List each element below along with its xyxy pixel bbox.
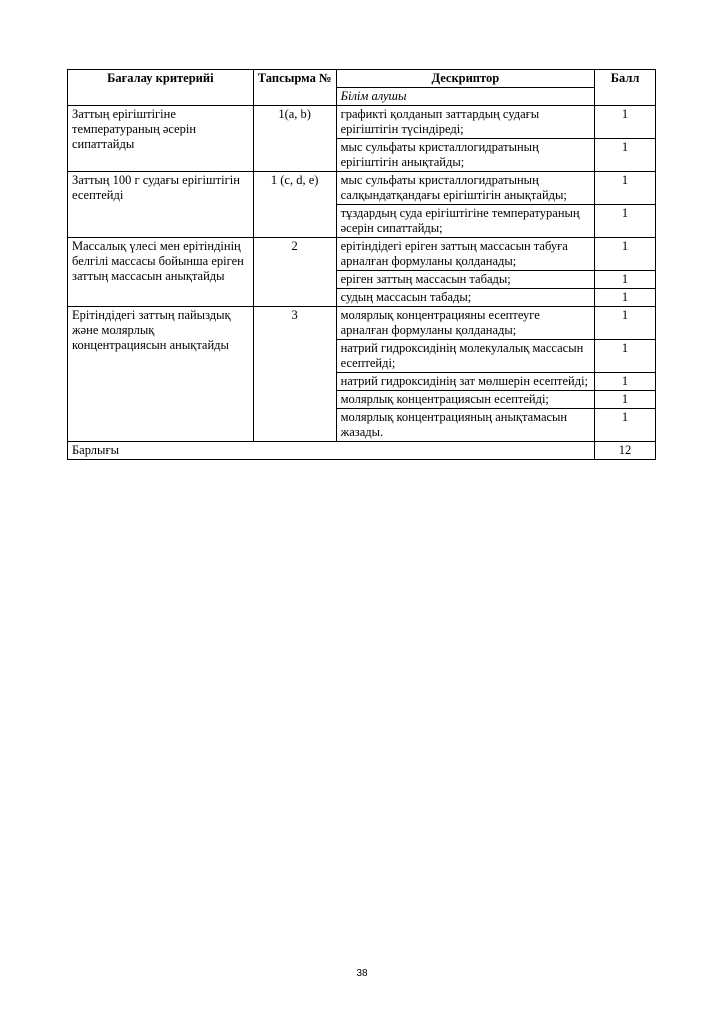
points-cell: 1 (595, 307, 656, 340)
table-row (68, 238, 656, 271)
descriptor-cell: мыс сульфаты кристаллогидратының салқындатқандағы ерігіштігін анықтайды; (336, 172, 594, 205)
total-points: 12 (595, 442, 656, 460)
descriptor-cell: тұздардың суда ерігіштігіне температураның әсерін сипаттайды; (336, 205, 594, 238)
points-cell: 1 (595, 391, 656, 409)
criterion-cell: Заттың ерігіштігіне температураның әсерін сипаттайды (68, 106, 254, 172)
points-cell: 1 (595, 172, 656, 205)
header-task: Тапсырма № (253, 70, 336, 106)
descriptor-cell: ерітіндідегі еріген заттың массасын табуға арналған формуланы қолданады; (336, 238, 594, 271)
descriptor-subheader: Білім алушы (336, 88, 594, 106)
task-number-cell: 3 (253, 307, 336, 442)
task-number-cell: 1(a, b) (253, 106, 336, 172)
header-points: Балл (595, 70, 656, 106)
criterion-cell: Ерітіндідегі заттың пайыздық және молярлық концентрациясын анықтайды (68, 307, 254, 442)
table-row (68, 106, 656, 139)
total-row (68, 442, 656, 460)
points-cell: 1 (595, 106, 656, 139)
points-cell: 1 (595, 340, 656, 373)
points-cell: 1 (595, 139, 656, 172)
criterion-cell: Массалық үлесі мен ерітіндінің белгілі массасы бойынша еріген заттың массасын анықтайды (68, 238, 254, 307)
table-row (68, 307, 656, 340)
descriptor-cell: судың массасын табады; (336, 289, 594, 307)
task-number-cell: 1 (c, d, e) (253, 172, 336, 238)
points-cell: 1 (595, 289, 656, 307)
table-row (68, 172, 656, 205)
descriptor-cell: натрий гидроксидінің зат мөлшерін есептейді; (336, 373, 594, 391)
points-cell: 1 (595, 271, 656, 289)
header-criteria: Бағалау критерийі (68, 70, 254, 106)
points-cell: 1 (595, 205, 656, 238)
descriptor-cell: молярлық концентрациясын есептейді; (336, 391, 594, 409)
points-cell: 1 (595, 238, 656, 271)
assessment-rubric-table (67, 69, 656, 460)
task-number-cell: 2 (253, 238, 336, 307)
page-number: 38 (356, 968, 368, 979)
descriptor-cell: еріген заттың массасын табады; (336, 271, 594, 289)
total-label: Барлығы (68, 442, 595, 460)
descriptor-cell: натрий гидроксидінің молекулалық массасын есептейді; (336, 340, 594, 373)
criterion-cell: Заттың 100 г судағы ерігіштігін есептейді (68, 172, 254, 238)
descriptor-cell: графикті қолданып заттардың судағы ерігіштігін түсіндіреді; (336, 106, 594, 139)
descriptor-cell: молярлық концентрацияны есептеуге арналған формуланы қолданады; (336, 307, 594, 340)
table-body (68, 106, 656, 442)
header-descriptor: Дескриптор (336, 70, 594, 88)
points-cell: 1 (595, 373, 656, 391)
descriptor-cell: мыс сульфаты кристаллогидратының ерігіштігін анықтайды; (336, 139, 594, 172)
points-cell: 1 (595, 409, 656, 442)
table-header (68, 70, 656, 106)
descriptor-cell: молярлық концентрацияның анықтамасын жазады. (336, 409, 594, 442)
